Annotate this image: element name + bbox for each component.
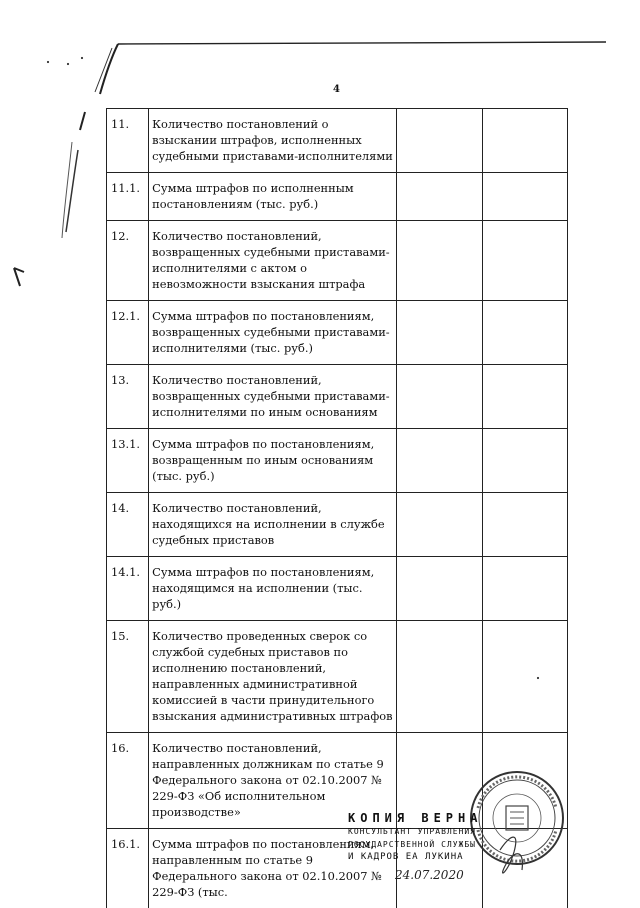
page-number: 4 bbox=[333, 84, 340, 95]
stamp-position: КОНСУЛЬТАНТ УПРАВЛЕНИЯ bbox=[348, 825, 578, 838]
row-number: 16.1. bbox=[107, 829, 149, 908]
stamp-department: ГОСУДАРСТВЕННОЙ СЛУЖБЫ bbox=[348, 838, 578, 851]
row-description: Сумма штрафов по постановлениям, находящимся на исполнении (тыс. руб.) bbox=[149, 557, 397, 621]
row-number: 15. bbox=[107, 621, 149, 733]
row-description: Количество постановлений, возвращенных судебными приставами-исполнителями с актом о невозможности взыскания штрафа bbox=[149, 221, 397, 301]
stamp-name: И КАДРОВ ЕА ЛУКИНА bbox=[348, 851, 578, 864]
row-description: Количество постановлений, находящихся на исполнении в службе судебных приставов bbox=[149, 493, 397, 557]
row-description: Количество проведенных сверок со службой судебных приставов по исполнению постановлений, направленных административной комиссией в части принудительного взыскания административных штрафов bbox=[149, 621, 397, 733]
row-number: 16. bbox=[107, 733, 149, 829]
row-description: Количество постановлений, возвращенных судебными приставами-исполнителями по иным основаниям bbox=[149, 365, 397, 429]
row-description: Сумма штрафов по исполненным постановлениям (тыс. руб.) bbox=[149, 173, 397, 221]
row-number: 11. bbox=[107, 109, 149, 173]
stamp-date: 24.07.2020 bbox=[395, 868, 464, 882]
row-number: 12. bbox=[107, 221, 149, 301]
row-number: 14. bbox=[107, 493, 149, 557]
row-number: 13. bbox=[107, 365, 149, 429]
row-number: 14.1. bbox=[107, 557, 149, 621]
row-number: 13.1. bbox=[107, 429, 149, 493]
row-description: Сумма штрафов по постановлениям, возвращенных судебными приставами-исполнителями (тыс. руб.) bbox=[149, 301, 397, 365]
row-description: Количество постановлений о взыскании штрафов, исполненных судебными приставами-исполнителями bbox=[149, 109, 397, 173]
row-number: 11.1. bbox=[107, 173, 149, 221]
stamp-copy-verified: КОПИЯ ВЕРНА bbox=[348, 812, 578, 825]
row-description: Сумма штрафов по постановлениям, возвращенным по иным основаниям (тыс. руб.) bbox=[149, 429, 397, 493]
row-description: Сумма штрафов по постановлениям, направленным по статье 9 Федерального закона от 02.10.2007 № 229-ФЗ (тыс. bbox=[149, 829, 397, 908]
row-number: 12.1. bbox=[107, 301, 149, 365]
row-description: Количество постановлений, направленных должникам по статье 9 Федерального закона от 02.10.2007 № 229-ФЗ «Об исполнительном производстве» bbox=[149, 733, 397, 829]
